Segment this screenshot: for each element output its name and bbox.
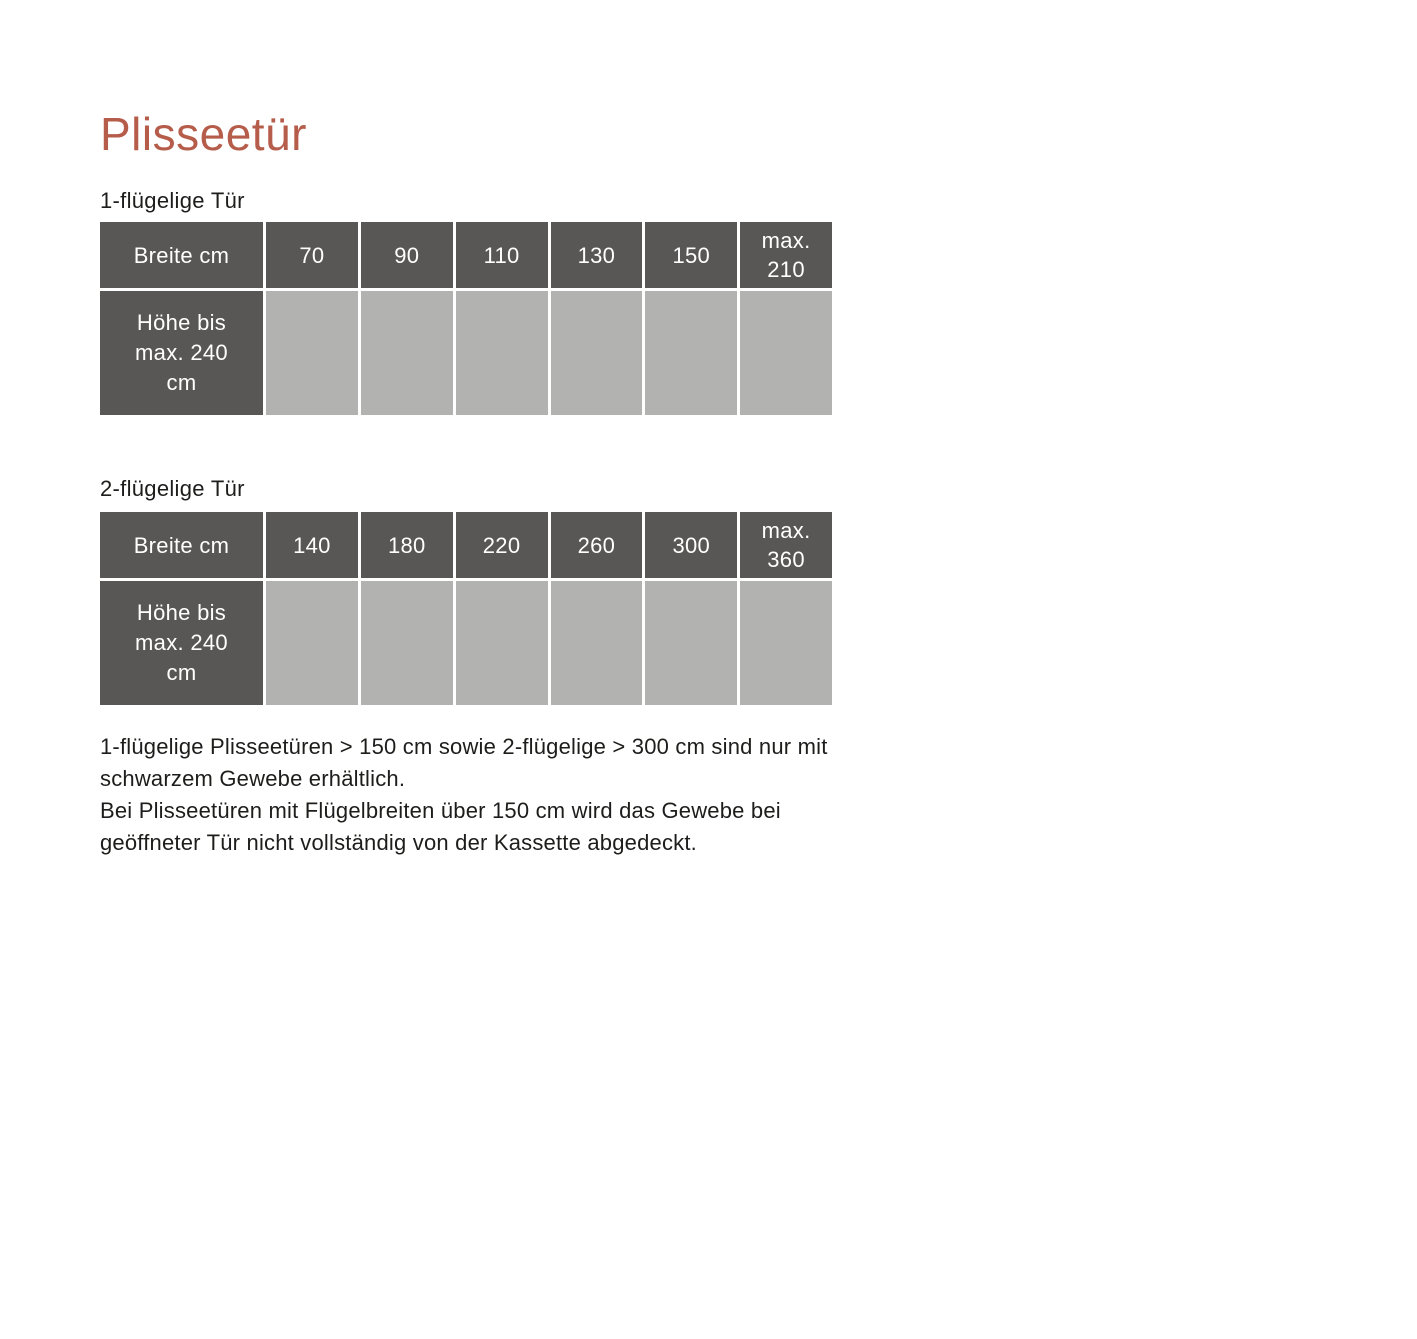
table-2-col-header-260: 260 (551, 512, 643, 578)
table-1-col-header-110: 110 (456, 222, 548, 288)
table-2-empty-cell (740, 581, 832, 705)
table-2-empty-cell (361, 581, 453, 705)
table-1-empty-cell (361, 291, 453, 415)
table-2-empty-cell (551, 581, 643, 705)
size-table-2 (100, 512, 832, 705)
table-2-col-header-breite: Breite cm (100, 512, 263, 578)
table-2-empty-cell (456, 581, 548, 705)
table-1-col-header-90: 90 (361, 222, 453, 288)
table-2-col-header-140: 140 (266, 512, 358, 578)
table-2-empty-cell (266, 581, 358, 705)
table-1-col-header-150: 150 (645, 222, 737, 288)
note-line-2: schwarzem Gewebe erhältlich. (100, 766, 406, 791)
table-section-2-fluegelige (100, 474, 1417, 705)
table-2-col-header-220: 220 (456, 512, 548, 578)
table-1-empty-cell (645, 291, 737, 415)
table-2-col-header-180: 180 (361, 512, 453, 578)
table-2-col-header-max360: max. 360 (740, 512, 832, 578)
table-1-row-header-hoehe: Höhe bis max. 240 cm (100, 291, 263, 415)
table-1-col-header-70: 70 (266, 222, 358, 288)
table-1-col-header-breite: Breite cm (100, 222, 263, 288)
note-line-3: Bei Plisseetüren mit Flügelbreiten über 150 cm wird das Gewebe bei (100, 798, 781, 823)
table-1-empty-cell (551, 291, 643, 415)
table-2-row-header-hoehe: Höhe bis max. 240 cm (100, 581, 263, 705)
table-section-1-fluegelige (100, 186, 1417, 415)
table-2-col-header-300: 300 (645, 512, 737, 578)
table-1-col-header-max210: max. 210 (740, 222, 832, 288)
note-line-1: 1-flügelige Plisseetüren > 150 cm sowie 2-flügelige > 300 cm sind nur mit (100, 734, 828, 759)
table-1-empty-cell (740, 291, 832, 415)
table-1-label: 1-flügelige Tür (100, 188, 245, 213)
page-title: Plisseetür (100, 108, 307, 160)
table-1-empty-cell (456, 291, 548, 415)
table-2-label: 2-flügelige Tür (100, 476, 245, 501)
size-table-1 (100, 222, 832, 415)
notes (100, 731, 1417, 859)
note-line-4: geöffneter Tür nicht vollständig von der Kassette abgedeckt. (100, 830, 697, 855)
table-1-col-header-130: 130 (551, 222, 643, 288)
table-2-empty-cell (645, 581, 737, 705)
table-1-empty-cell (266, 291, 358, 415)
